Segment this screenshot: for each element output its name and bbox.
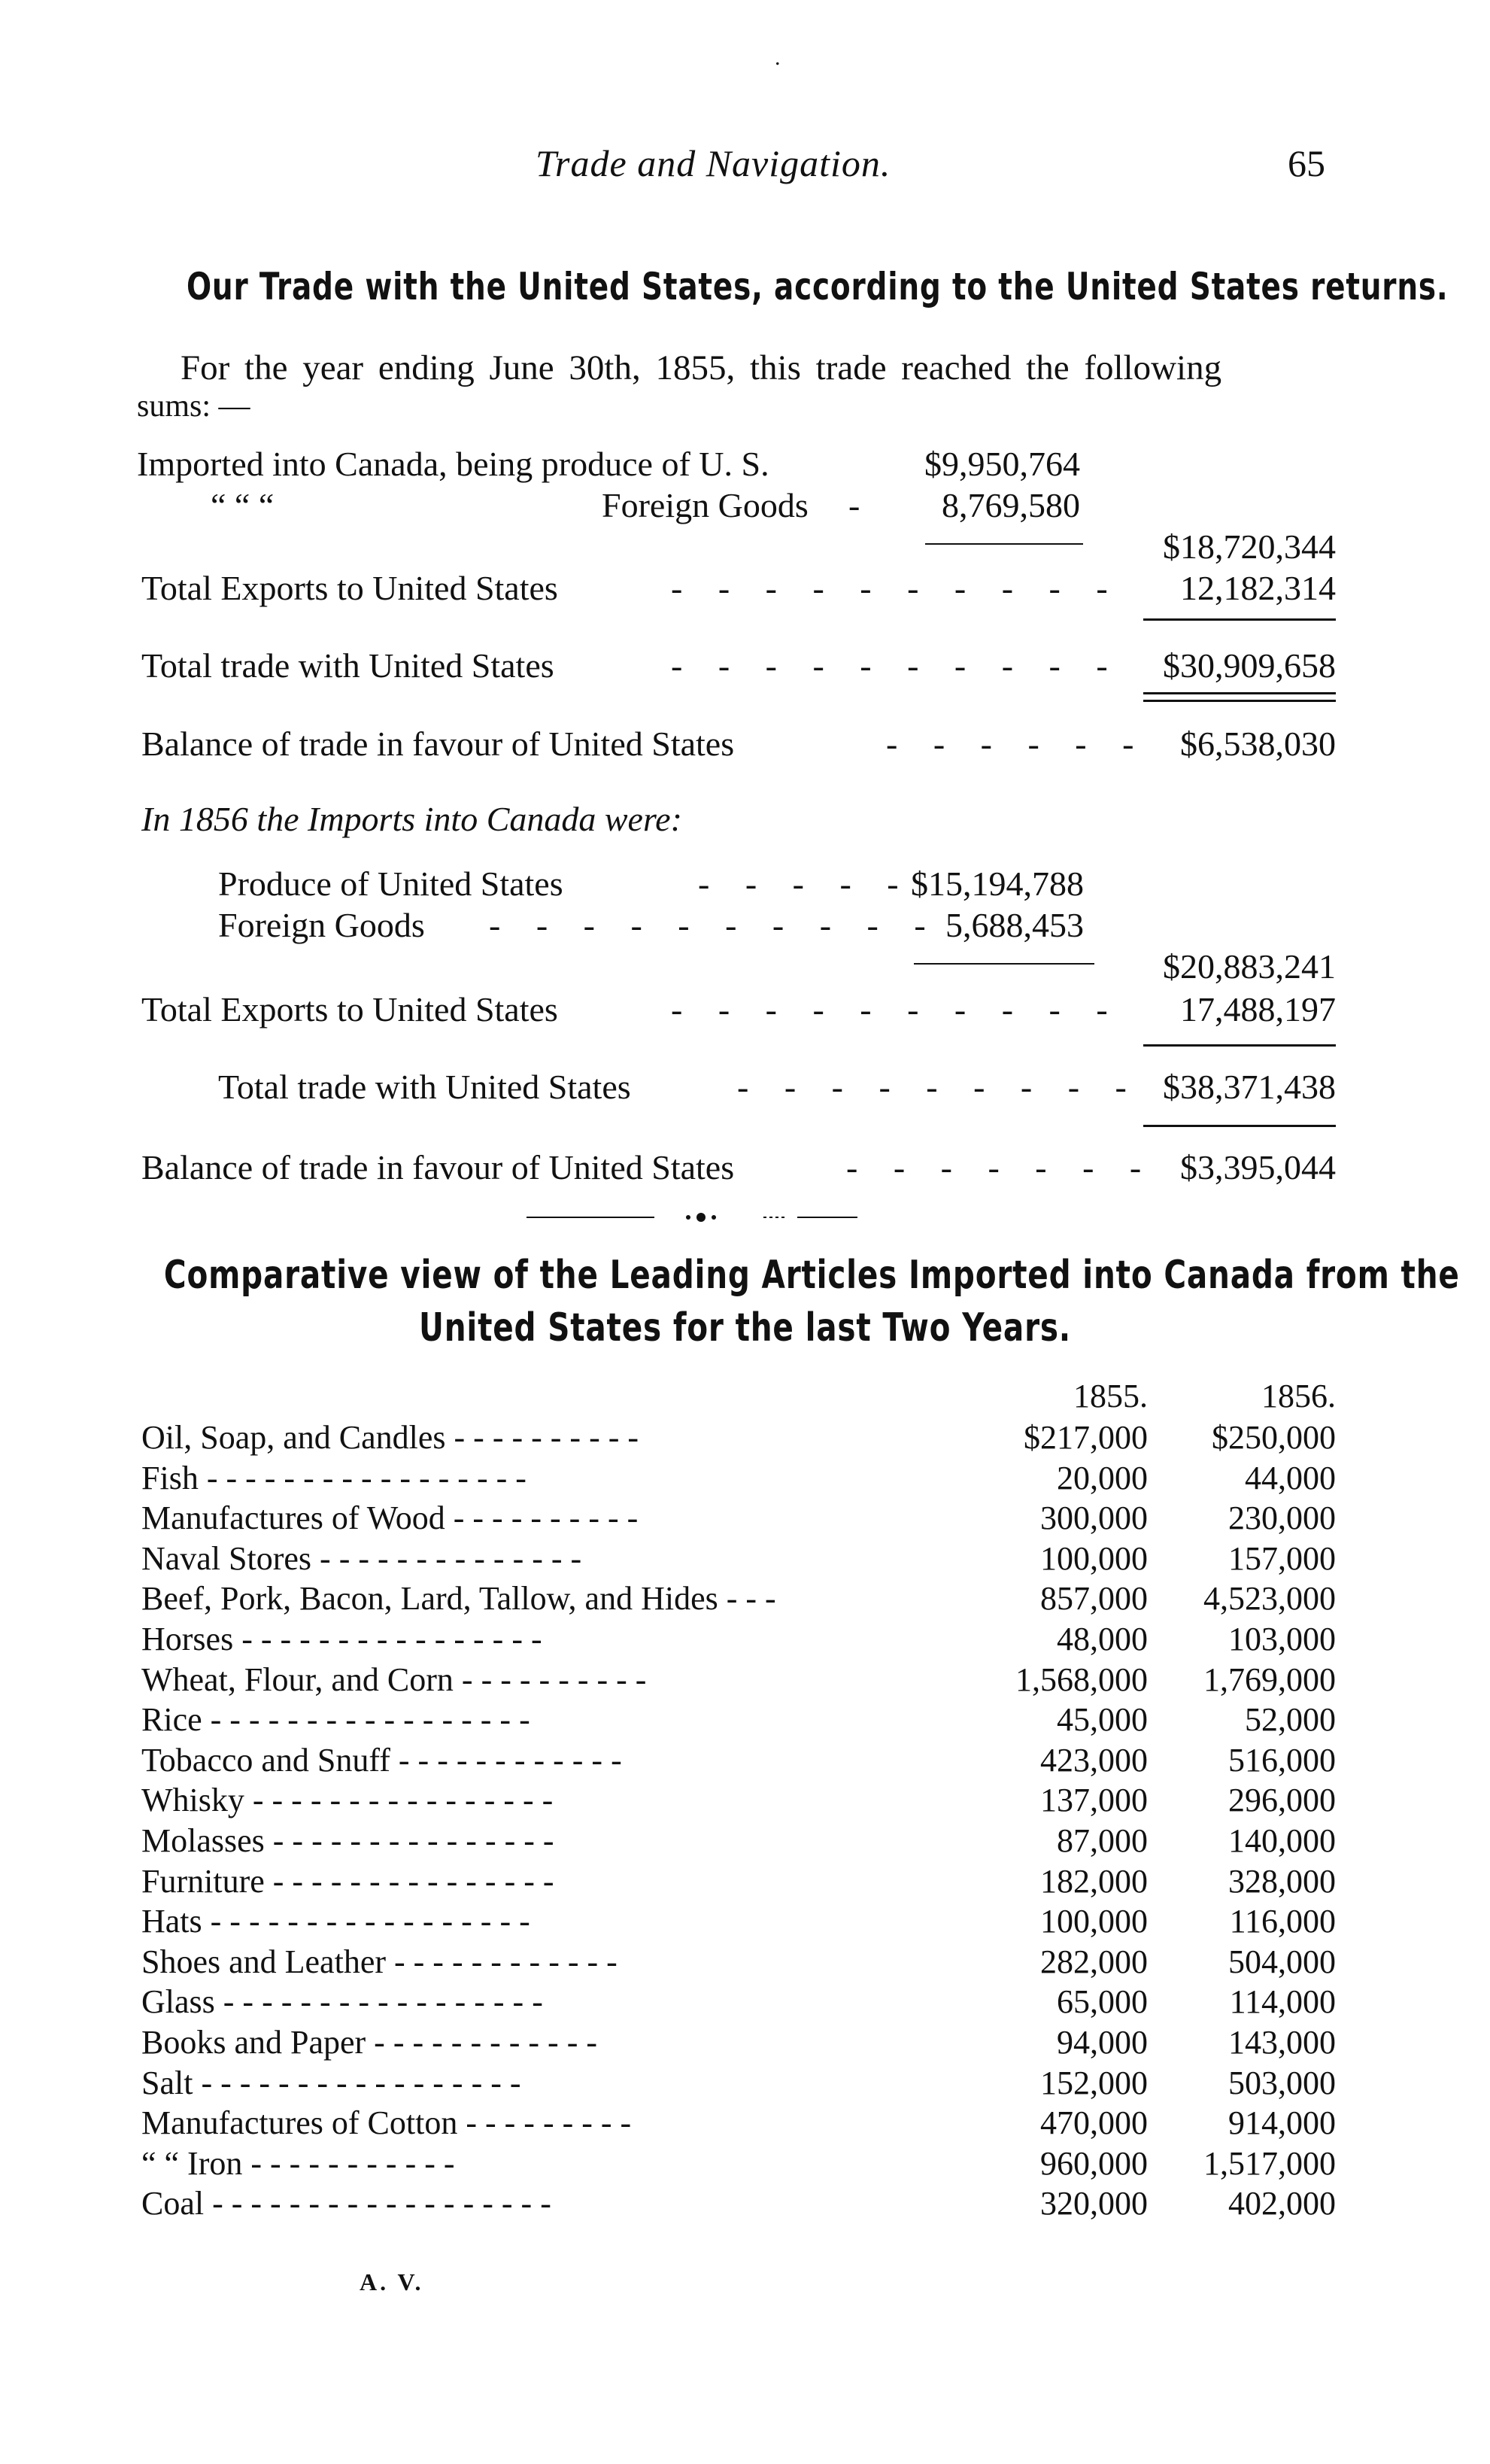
balance-value-1855: $6,538,030 bbox=[1180, 725, 1336, 763]
exports-dots-1856: - - - - - - - - - - bbox=[671, 990, 1121, 1028]
article-label: Salt - - - - - - - - - - - - - - - - - bbox=[141, 2064, 521, 2101]
value-1855: $217,000 bbox=[1024, 1419, 1148, 1456]
table-row bbox=[0, 1620, 1490, 1660]
signature: A. V. bbox=[360, 2268, 424, 2295]
trade-label-1855: Total trade with United States bbox=[141, 646, 554, 685]
value-1855: 48,000 bbox=[1057, 1621, 1148, 1657]
rule-trade-1856 bbox=[1143, 1044, 1336, 1047]
produce-dots-1856: - - - - - bbox=[698, 864, 912, 903]
table-row bbox=[0, 2144, 1490, 2185]
value-1856: 230,000 bbox=[1228, 1499, 1336, 1537]
article-label: Whisky - - - - - - - - - - - - - - - - bbox=[141, 1782, 554, 1819]
article-label: Fish - - - - - - - - - - - - - - - - - bbox=[141, 1459, 527, 1496]
value-1856: 103,000 bbox=[1228, 1621, 1336, 1657]
rule-imports-sum-1855 bbox=[925, 543, 1083, 545]
value-1856: 4,523,000 bbox=[1203, 1580, 1336, 1618]
value-1856: $250,000 bbox=[1212, 1419, 1336, 1456]
article-label: Books and Paper - - - - - - - - - - - - bbox=[141, 2024, 598, 2061]
col-header-1856: 1856. bbox=[1261, 1378, 1336, 1414]
exports-dots-1855: - - - - - - - - - - bbox=[671, 569, 1121, 607]
value-1856: 157,000 bbox=[1228, 1539, 1336, 1577]
value-1855: 45,000 bbox=[1057, 1701, 1148, 1739]
value-1855: 152,000 bbox=[1040, 2064, 1148, 2101]
balance-value-1856: $3,395,044 bbox=[1180, 1148, 1336, 1186]
value-1855: 470,000 bbox=[1040, 2104, 1148, 2142]
value-1856: 402,000 bbox=[1228, 2185, 1336, 2222]
exports-value-1856: 17,488,197 bbox=[1180, 990, 1336, 1028]
value-1855: 65,000 bbox=[1057, 1983, 1148, 2021]
table-row bbox=[0, 2023, 1490, 2064]
imp-foreign-label: Foreign Goods bbox=[602, 486, 809, 524]
imp-total-1856: $20,883,241 bbox=[1163, 947, 1336, 986]
table-row bbox=[0, 1579, 1490, 1620]
table-row bbox=[0, 1943, 1490, 1983]
intro-line-2: sums: — bbox=[137, 389, 250, 424]
value-1856: 504,000 bbox=[1228, 1943, 1336, 1980]
rule-balance-1855-top bbox=[1143, 692, 1336, 694]
value-1856: 140,000 bbox=[1228, 1822, 1336, 1859]
table-row bbox=[0, 1660, 1490, 1701]
ornament-divider bbox=[527, 1210, 933, 1225]
value-1856: 296,000 bbox=[1228, 1782, 1336, 1819]
value-1856: 114,000 bbox=[1229, 1983, 1336, 2021]
value-1856: 914,000 bbox=[1228, 2104, 1336, 2142]
running-head: Trade and Navigation. bbox=[536, 142, 891, 184]
imp-total-1855: $18,720,344 bbox=[1163, 527, 1336, 566]
article-label: Beef, Pork, Bacon, Lard, Tallow, and Hides - - - bbox=[141, 1580, 776, 1618]
value-1856: 516,000 bbox=[1228, 1741, 1336, 1779]
value-1855: 94,000 bbox=[1057, 2024, 1148, 2061]
table-row bbox=[0, 2184, 1490, 2225]
balance-label-1856: Balance of trade in favour of United States bbox=[141, 1148, 735, 1186]
value-1855: 182,000 bbox=[1040, 1862, 1148, 1900]
article-label: Manufactures of Cotton - - - - - - - - - bbox=[141, 2104, 632, 2142]
table-row bbox=[0, 2064, 1490, 2104]
balance-dots-1856: - - - - - - - bbox=[846, 1148, 1155, 1186]
table-row bbox=[0, 2104, 1490, 2144]
trade-dots-1856: - - - - - - - - - bbox=[737, 1068, 1140, 1106]
value-1855: 857,000 bbox=[1040, 1580, 1148, 1618]
value-1855: 137,000 bbox=[1040, 1782, 1148, 1819]
value-1855: 100,000 bbox=[1040, 1903, 1148, 1940]
exports-value-1855: 12,182,314 bbox=[1180, 569, 1336, 607]
table-row bbox=[0, 1862, 1490, 1903]
page-number: 65 bbox=[1288, 142, 1325, 184]
balance-dots-1855: - - - - - - bbox=[886, 725, 1148, 763]
section1-heading: Our Trade with the United States, according to the United States returns. bbox=[187, 265, 1449, 308]
article-label: Horses - - - - - - - - - - - - - - - - bbox=[141, 1621, 542, 1657]
article-label: Manufactures of Wood - - - - - - - - - - bbox=[141, 1499, 639, 1537]
section2-heading-line1: Comparative view of the Leading Articles Imported into Canada from the bbox=[163, 1253, 1460, 1298]
article-label: “ “ Iron - - - - - - - - - - - bbox=[141, 2144, 455, 2182]
value-1856: 52,000 bbox=[1245, 1701, 1336, 1739]
imp-foreign-dash: - bbox=[848, 486, 860, 524]
rule-imports-sum-1856 bbox=[914, 963, 1094, 965]
value-1856: 116,000 bbox=[1229, 1903, 1336, 1940]
article-label: Rice - - - - - - - - - - - - - - - - - bbox=[141, 1701, 530, 1739]
article-label: Oil, Soap, and Candles - - - - - - - - - - bbox=[141, 1419, 639, 1456]
imports-1856-intro: In 1856 the Imports into Canada were: bbox=[141, 800, 682, 838]
trade-dots-1855: - - - - - - - - - - bbox=[671, 646, 1121, 685]
value-1855: 960,000 bbox=[1040, 2144, 1148, 2182]
exports-label-1856: Total Exports to United States bbox=[141, 990, 558, 1028]
table-row bbox=[0, 1781, 1490, 1821]
value-1855: 423,000 bbox=[1040, 1741, 1148, 1779]
dot-mark: . bbox=[775, 45, 781, 70]
table-row bbox=[0, 1821, 1490, 1862]
value-1855: 1,568,000 bbox=[1015, 1660, 1148, 1698]
rule-balance-1856 bbox=[1143, 1125, 1336, 1127]
article-label: Glass - - - - - - - - - - - - - - - - - bbox=[141, 1983, 543, 2021]
trade-value-1855: $30,909,658 bbox=[1163, 646, 1336, 685]
value-1855: 100,000 bbox=[1040, 1539, 1148, 1577]
rule-balance-1855-bottom bbox=[1143, 700, 1336, 702]
table-row bbox=[0, 1700, 1490, 1741]
produce-label-1856: Produce of United States bbox=[218, 864, 563, 903]
value-1856: 44,000 bbox=[1245, 1459, 1336, 1496]
imp-foreign-value: 8,769,580 bbox=[942, 486, 1080, 524]
imp-produce-value: $9,950,764 bbox=[924, 445, 1080, 483]
trade-label-1856: Total trade with United States bbox=[218, 1068, 631, 1106]
intro-line-1: For the year ending June 30th, 1855, this trade reached the following bbox=[181, 348, 1222, 387]
value-1855: 87,000 bbox=[1057, 1822, 1148, 1859]
table-row bbox=[0, 1499, 1490, 1539]
value-1855: 320,000 bbox=[1040, 2185, 1148, 2222]
imp-produce-label: Imported into Canada, being produce of U. S. bbox=[137, 445, 769, 483]
col-header-1855: 1855. bbox=[1073, 1378, 1148, 1414]
table-row bbox=[0, 1902, 1490, 1943]
value-1856: 1,769,000 bbox=[1203, 1660, 1336, 1698]
value-1855: 282,000 bbox=[1040, 1943, 1148, 1980]
value-1856: 143,000 bbox=[1228, 2024, 1336, 2061]
article-label: Naval Stores - - - - - - - - - - - - - - bbox=[141, 1539, 582, 1577]
article-label: Wheat, Flour, and Corn - - - - - - - - - - bbox=[141, 1660, 647, 1698]
article-label: Coal - - - - - - - - - - - - - - - - - - bbox=[141, 2185, 551, 2222]
table-row bbox=[0, 1539, 1490, 1580]
article-label: Shoes and Leather - - - - - - - - - - - - bbox=[141, 1943, 618, 1980]
balance-label-1855: Balance of trade in favour of United States bbox=[141, 725, 735, 763]
article-label: Tobacco and Snuff - - - - - - - - - - - - bbox=[141, 1741, 622, 1779]
foreign-dots-1856: - - - - - - - - - - bbox=[489, 906, 939, 944]
value-1856: 328,000 bbox=[1228, 1862, 1336, 1900]
table-row bbox=[0, 1459, 1490, 1499]
table-row bbox=[0, 1418, 1490, 1459]
value-1856: 503,000 bbox=[1228, 2064, 1336, 2101]
value-1855: 20,000 bbox=[1057, 1459, 1148, 1496]
article-label: Furniture - - - - - - - - - - - - - - - bbox=[141, 1862, 554, 1900]
value-1855: 300,000 bbox=[1040, 1499, 1148, 1537]
produce-value-1856: $15,194,788 bbox=[911, 864, 1084, 903]
exports-label-1855: Total Exports to United States bbox=[141, 569, 558, 607]
table-row bbox=[0, 1741, 1490, 1782]
table-row bbox=[0, 1982, 1490, 2023]
article-label: Molasses - - - - - - - - - - - - - - - bbox=[141, 1822, 554, 1859]
imp-foreign-ditto: “ “ “ bbox=[211, 486, 275, 524]
foreign-value-1856: 5,688,453 bbox=[945, 906, 1084, 944]
rule-trade-1855 bbox=[1143, 618, 1336, 621]
trade-value-1856: $38,371,438 bbox=[1163, 1068, 1336, 1106]
article-label: Hats - - - - - - - - - - - - - - - - - bbox=[141, 1903, 530, 1940]
value-1856: 1,517,000 bbox=[1203, 2144, 1336, 2182]
foreign-label-1856: Foreign Goods bbox=[218, 906, 425, 944]
section2-heading-line2: United States for the last Two Years. bbox=[419, 1305, 1071, 1350]
